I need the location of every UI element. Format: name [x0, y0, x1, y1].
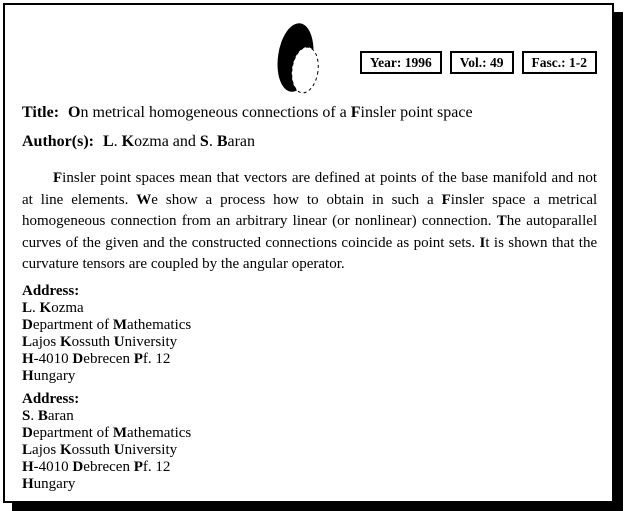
address-block-2 — [22, 391, 597, 493]
address-line: Hungary — [22, 475, 76, 492]
address-label: Address: — [22, 282, 80, 299]
paper-abstract-page — [3, 3, 614, 503]
address-line: Department of Mathematics — [22, 316, 192, 333]
address-line: H-4010 Debrecen Pf. 12 — [22, 458, 171, 475]
journal-logo-icon — [275, 21, 325, 101]
authors-label: Author(s): — [22, 133, 94, 150]
address-line: Hungary — [22, 367, 76, 384]
abstract-paragraph: Finsler point spaces mean that vectors are defined at points of the base manifold and not at line elements. We show a process how to obtain in such a Finsler space a metrical homogeneous connection from an arbitrary linear (or nonlinear) connection. The autoparallel curves of the given and the constructed connections coincide as point sets. It is shown that the curvature tensors are coupled by the angular operator. — [22, 170, 598, 272]
fascicle-badge: Fasc.: 1-2 — [522, 51, 597, 74]
address-block-1 — [22, 283, 597, 385]
authors-text: L. Kozma and S. Baran — [103, 133, 256, 150]
title-text: On metrical homogeneous connections of a Finsler point space — [68, 104, 473, 121]
title-label: Title: — [22, 104, 60, 121]
volume-badge: Vol.: 49 — [450, 51, 514, 74]
year-badge: Year: 1996 — [360, 51, 442, 74]
author-line — [22, 132, 597, 152]
address-line: Department of Mathematics — [22, 424, 192, 441]
address-line: S. Baran — [22, 407, 74, 424]
address-line: Lajos Kossuth University — [22, 333, 178, 350]
address-label: Address: — [22, 390, 80, 407]
title-line — [22, 103, 597, 123]
address-line: L. Kozma — [22, 299, 84, 316]
address-line: H-4010 Debrecen Pf. 12 — [22, 350, 171, 367]
address-line: Lajos Kossuth University — [22, 441, 178, 458]
issue-badges — [360, 51, 597, 74]
